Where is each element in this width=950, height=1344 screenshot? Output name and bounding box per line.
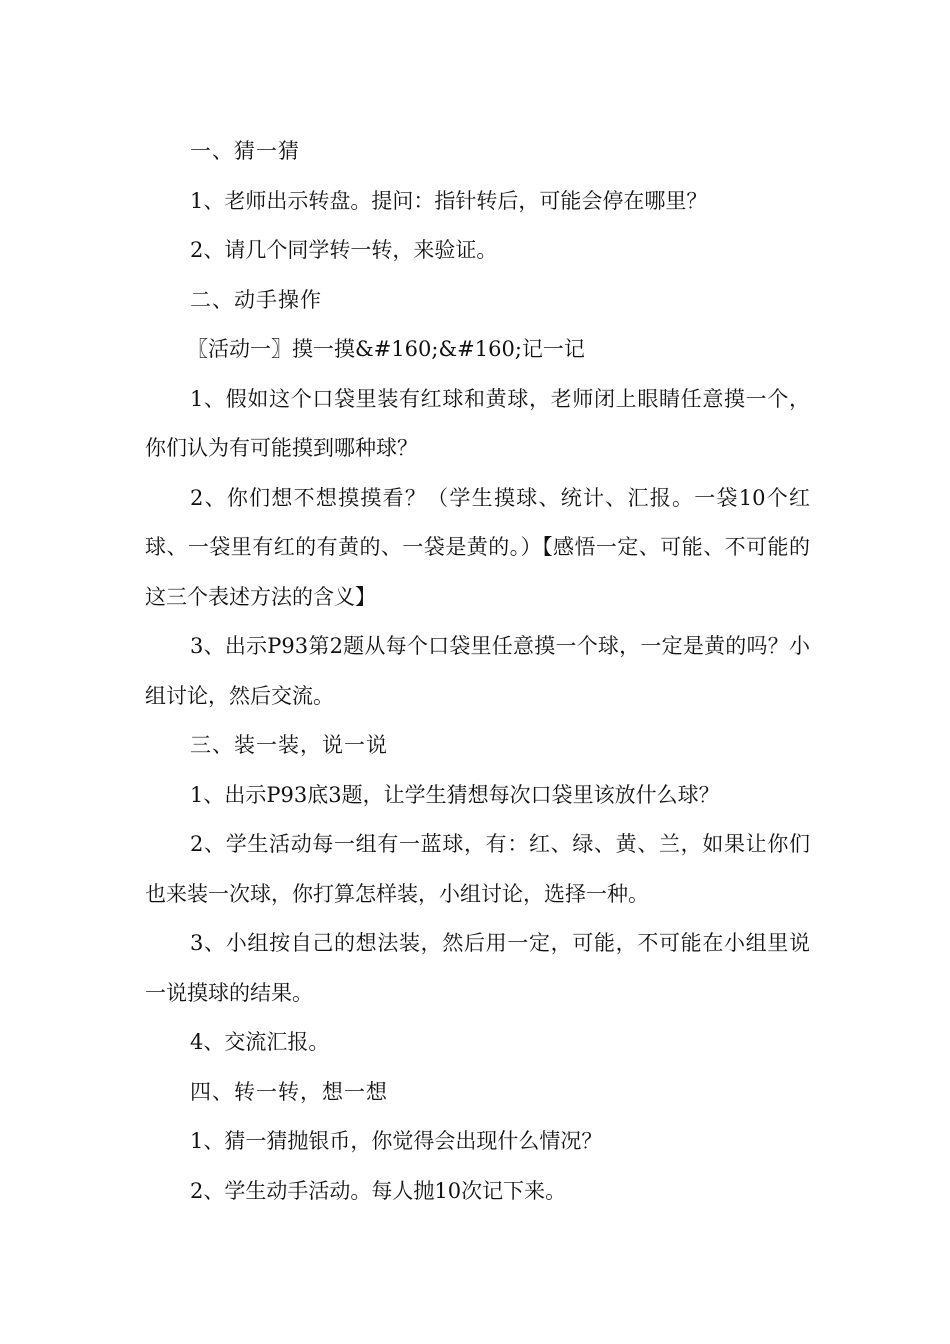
section-heading-3: 三、装一装，说一说 bbox=[190, 733, 388, 757]
paragraph: 1、出示P93底3题，让学生猜想每次口袋里该放什么球？ bbox=[190, 782, 720, 807]
document-body bbox=[145, 127, 810, 1216]
paragraph: 1、假如这个口袋里装有红球和黄球，老师闭上眼睛任意摸一个，你们认为有可能摸到哪种球？ bbox=[145, 386, 810, 460]
paragraph: 2、请几个同学转一转，来验证。 bbox=[190, 238, 498, 262]
paragraph: 2、学生活动每一组有一蓝球，有：红、绿、黄、兰，如果让你们也来装一次球，你打算怎样装，小组讨论，选择一种。 bbox=[145, 832, 810, 906]
paragraph: 3、出示P93第2题从每个口袋里任意摸一个球，一定是黄的吗？小组讨论，然后交流。 bbox=[145, 634, 810, 708]
paragraph: 1、老师出示转盘。提问：指针转后，可能会停在哪里？ bbox=[190, 188, 708, 213]
paragraph: 1、猜一猜抛银币，你觉得会出现什么情况？ bbox=[190, 1129, 603, 1153]
section-heading-2: 二、动手操作 bbox=[190, 287, 322, 312]
section-heading-4: 四、转一转，想一想 bbox=[190, 1079, 388, 1104]
paragraph: 2、学生动手活动。每人抛10次记下来。 bbox=[190, 1178, 567, 1203]
paragraph: 3、小组按自己的想法装，然后用一定，可能，不可能在小组里说一说摸球的结果。 bbox=[145, 931, 810, 1005]
section-heading-1: 一、猜一猜 bbox=[190, 139, 300, 163]
activity-title: 〖活动一〗摸一摸&#160;&#160;记一记 bbox=[187, 337, 585, 361]
paragraph: 4、交流汇报。 bbox=[190, 1030, 330, 1054]
paragraph: 2、你们想不想摸摸看？（学生摸球、统计、汇报。一袋10个红球、一袋里有红的有黄的、一袋是黄的。）【感悟一定、可能、不可能的这三个表述方法的含义】 bbox=[145, 485, 810, 609]
